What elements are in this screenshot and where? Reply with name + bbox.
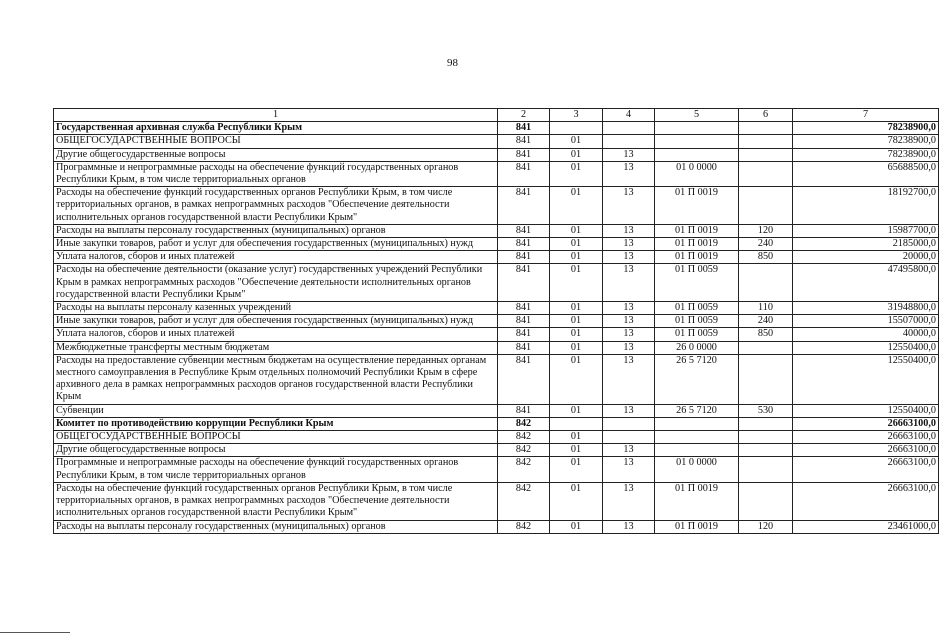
row-code-section: 01	[550, 238, 603, 251]
row-code-subsection: 13	[603, 404, 655, 417]
row-amount: 15987700,0	[793, 224, 939, 237]
row-name: Программные и непрограммные расходы на обеспечение функций государственных органов Республики Крым, в том числе территориальных органов	[54, 457, 498, 482]
row-code-expense-type	[739, 161, 793, 186]
row-code-section: 01	[550, 148, 603, 161]
row-name: Другие общегосударственные вопросы	[54, 444, 498, 457]
row-code-admin: 842	[498, 457, 550, 482]
row-code-expense-type	[739, 482, 793, 520]
row-name: ОБЩЕГОСУДАРСТВЕННЫЕ ВОПРОСЫ	[54, 135, 498, 148]
row-code-admin: 841	[498, 354, 550, 404]
row-code-subsection: 13	[603, 187, 655, 225]
row-code-target: 26 5 7120	[655, 404, 739, 417]
row-code-admin: 841	[498, 251, 550, 264]
row-code-expense-type	[739, 135, 793, 148]
row-code-section: 01	[550, 482, 603, 520]
row-code-target: 01 П 0059	[655, 328, 739, 341]
row-name: Субвенции	[54, 404, 498, 417]
row-code-admin: 842	[498, 520, 550, 533]
row-code-expense-type	[739, 122, 793, 135]
row-code-section: 01	[550, 328, 603, 341]
row-name: Расходы на обеспечение функций государственных органов Республики Крым, в том числе территориальных органов, в рамках непрограммных расходов "Обеспечение деятельности исполнительных органов государственной власти Республики Крым"	[54, 187, 498, 225]
budget-table	[53, 108, 939, 534]
table-row	[54, 148, 939, 161]
row-code-expense-type: 120	[739, 520, 793, 533]
row-amount: 26663100,0	[793, 417, 939, 430]
row-code-target: 01 П 0019	[655, 520, 739, 533]
table-row	[54, 238, 939, 251]
row-name: Межбюджетные трансферты местным бюджетам	[54, 341, 498, 354]
row-code-subsection: 13	[603, 354, 655, 404]
row-code-target: 01 П 0019	[655, 238, 739, 251]
row-code-expense-type	[739, 341, 793, 354]
row-code-subsection: 13	[603, 444, 655, 457]
row-name: Расходы на обеспечение деятельности (оказание услуг) государственных учреждений Республики Крым в рамках непрограммных расходов "Обеспечение деятельности исполнительных органов государственной власти Республики Крым"	[54, 264, 498, 302]
row-code-expense-type: 240	[739, 238, 793, 251]
row-code-section	[550, 417, 603, 430]
row-code-admin: 841	[498, 135, 550, 148]
row-code-target: 01 П 0019	[655, 482, 739, 520]
row-code-target: 01 П 0059	[655, 315, 739, 328]
row-code-admin: 841	[498, 148, 550, 161]
row-code-subsection	[603, 417, 655, 430]
row-code-subsection: 13	[603, 224, 655, 237]
row-code-admin: 841	[498, 122, 550, 135]
row-code-subsection: 13	[603, 264, 655, 302]
row-code-section: 01	[550, 251, 603, 264]
table-row	[54, 520, 939, 533]
row-code-section: 01	[550, 444, 603, 457]
row-code-admin: 841	[498, 224, 550, 237]
row-code-section: 01	[550, 224, 603, 237]
row-amount: 31948800,0	[793, 302, 939, 315]
row-code-expense-type	[739, 187, 793, 225]
row-code-admin: 841	[498, 302, 550, 315]
row-code-subsection	[603, 122, 655, 135]
row-code-target: 01 0 0000	[655, 457, 739, 482]
page-number: 98	[447, 57, 458, 69]
row-code-admin: 841	[498, 187, 550, 225]
row-amount: 47495800,0	[793, 264, 939, 302]
row-code-expense-type	[739, 354, 793, 404]
row-amount: 26663100,0	[793, 457, 939, 482]
header-col-2: 2	[498, 109, 550, 122]
table-row	[54, 354, 939, 404]
row-code-admin: 841	[498, 404, 550, 417]
header-col-7: 7	[793, 109, 939, 122]
row-code-target: 26 5 7120	[655, 354, 739, 404]
header-col-6: 6	[739, 109, 793, 122]
table-row	[54, 122, 939, 135]
row-code-subsection: 13	[603, 520, 655, 533]
row-code-target	[655, 122, 739, 135]
row-amount: 18192700,0	[793, 187, 939, 225]
row-code-target	[655, 444, 739, 457]
row-amount: 78238900,0	[793, 148, 939, 161]
row-code-section: 01	[550, 354, 603, 404]
row-amount: 26663100,0	[793, 444, 939, 457]
row-code-section: 01	[550, 161, 603, 186]
row-code-admin: 841	[498, 161, 550, 186]
row-amount: 26663100,0	[793, 482, 939, 520]
header-col-4: 4	[603, 109, 655, 122]
table-row	[54, 341, 939, 354]
row-code-target	[655, 417, 739, 430]
row-amount: 78238900,0	[793, 135, 939, 148]
table-row	[54, 444, 939, 457]
row-code-target	[655, 431, 739, 444]
table-row	[54, 315, 939, 328]
row-name: Уплата налогов, сборов и иных платежей	[54, 328, 498, 341]
row-code-expense-type	[739, 457, 793, 482]
row-code-admin: 842	[498, 431, 550, 444]
row-code-expense-type	[739, 444, 793, 457]
table-row	[54, 135, 939, 148]
table-row	[54, 417, 939, 430]
row-code-section: 01	[550, 264, 603, 302]
row-code-section: 01	[550, 520, 603, 533]
row-code-subsection: 13	[603, 238, 655, 251]
bottom-rule	[0, 632, 70, 633]
row-name: Уплата налогов, сборов и иных платежей	[54, 251, 498, 264]
row-code-section: 01	[550, 135, 603, 148]
row-amount: 26663100,0	[793, 431, 939, 444]
row-code-section: 01	[550, 341, 603, 354]
row-code-target: 01 0 0000	[655, 161, 739, 186]
row-code-admin: 841	[498, 341, 550, 354]
row-code-target: 01 П 0059	[655, 302, 739, 315]
row-code-subsection: 13	[603, 161, 655, 186]
row-code-section: 01	[550, 431, 603, 444]
row-amount: 12550400,0	[793, 404, 939, 417]
row-name: Комитет по противодействию коррупции Республики Крым	[54, 417, 498, 430]
row-code-expense-type	[739, 264, 793, 302]
row-code-target: 01 П 0059	[655, 264, 739, 302]
row-code-subsection: 13	[603, 457, 655, 482]
row-name: ОБЩЕГОСУДАРСТВЕННЫЕ ВОПРОСЫ	[54, 431, 498, 444]
row-code-subsection: 13	[603, 302, 655, 315]
header-col-3: 3	[550, 109, 603, 122]
row-code-section: 01	[550, 302, 603, 315]
row-amount: 78238900,0	[793, 122, 939, 135]
row-name: Иные закупки товаров, работ и услуг для обеспечения государственных (муниципальных) нужд	[54, 315, 498, 328]
row-name: Иные закупки товаров, работ и услуг для обеспечения государственных (муниципальных) нужд	[54, 238, 498, 251]
table-row	[54, 302, 939, 315]
row-code-admin: 842	[498, 482, 550, 520]
row-name: Расходы на выплаты персоналу государственных (муниципальных) органов	[54, 224, 498, 237]
table-row	[54, 224, 939, 237]
row-code-admin: 841	[498, 328, 550, 341]
row-code-expense-type: 850	[739, 251, 793, 264]
row-code-admin: 842	[498, 444, 550, 457]
table-row	[54, 161, 939, 186]
table-row	[54, 404, 939, 417]
row-code-target	[655, 148, 739, 161]
row-code-target	[655, 135, 739, 148]
table-row	[54, 431, 939, 444]
row-code-target: 26 0 0000	[655, 341, 739, 354]
row-code-expense-type	[739, 148, 793, 161]
row-code-section: 01	[550, 404, 603, 417]
row-code-expense-type: 110	[739, 302, 793, 315]
table-row	[54, 251, 939, 264]
row-code-expense-type: 530	[739, 404, 793, 417]
row-name: Расходы на выплаты персоналу государственных (муниципальных) органов	[54, 520, 498, 533]
row-code-target: 01 П 0019	[655, 251, 739, 264]
row-code-subsection	[603, 135, 655, 148]
row-name: Другие общегосударственные вопросы	[54, 148, 498, 161]
row-code-subsection: 13	[603, 482, 655, 520]
row-amount: 15507000,0	[793, 315, 939, 328]
row-code-section: 01	[550, 315, 603, 328]
row-code-section: 01	[550, 457, 603, 482]
row-code-admin: 841	[498, 264, 550, 302]
row-code-target: 01 П 0019	[655, 224, 739, 237]
table-header-row	[54, 109, 939, 122]
row-amount: 20000,0	[793, 251, 939, 264]
row-amount: 23461000,0	[793, 520, 939, 533]
row-name: Государственная архивная служба Республики Крым	[54, 122, 498, 135]
table-row	[54, 457, 939, 482]
row-name: Расходы на выплаты персоналу казенных учреждений	[54, 302, 498, 315]
row-code-admin: 841	[498, 315, 550, 328]
header-col-1: 1	[54, 109, 498, 122]
header-col-5: 5	[655, 109, 739, 122]
row-code-admin: 842	[498, 417, 550, 430]
row-code-admin: 841	[498, 238, 550, 251]
row-code-subsection: 13	[603, 251, 655, 264]
row-code-expense-type: 850	[739, 328, 793, 341]
row-amount: 12550400,0	[793, 354, 939, 404]
row-amount: 2185000,0	[793, 238, 939, 251]
row-code-expense-type: 240	[739, 315, 793, 328]
row-code-section: 01	[550, 187, 603, 225]
table-row	[54, 187, 939, 225]
row-amount: 12550400,0	[793, 341, 939, 354]
row-code-expense-type	[739, 417, 793, 430]
row-code-subsection: 13	[603, 328, 655, 341]
row-name: Программные и непрограммные расходы на обеспечение функций государственных органов Республики Крым, в том числе территориальных органов	[54, 161, 498, 186]
row-code-section	[550, 122, 603, 135]
row-code-subsection	[603, 431, 655, 444]
row-code-subsection: 13	[603, 341, 655, 354]
table-row	[54, 264, 939, 302]
row-name: Расходы на предоставление субвенции местным бюджетам на осуществление переданных органам местного самоуправления в Республике Крым отдельных полномочий Республики Крым в сфере архивного дела в рамках непрограммных расходов органов государственной власти Республики Крым	[54, 354, 498, 404]
row-code-subsection: 13	[603, 148, 655, 161]
row-amount: 65688500,0	[793, 161, 939, 186]
row-code-target: 01 П 0019	[655, 187, 739, 225]
row-code-expense-type	[739, 431, 793, 444]
row-code-subsection: 13	[603, 315, 655, 328]
table-row	[54, 328, 939, 341]
row-code-expense-type: 120	[739, 224, 793, 237]
row-amount: 40000,0	[793, 328, 939, 341]
table-row	[54, 482, 939, 520]
row-name: Расходы на обеспечение функций государственных органов Республики Крым, в том числе территориальных органов, в рамках непрограммных расходов "Обеспечение деятельности исполнительных органов государственной власти Республики Крым"	[54, 482, 498, 520]
